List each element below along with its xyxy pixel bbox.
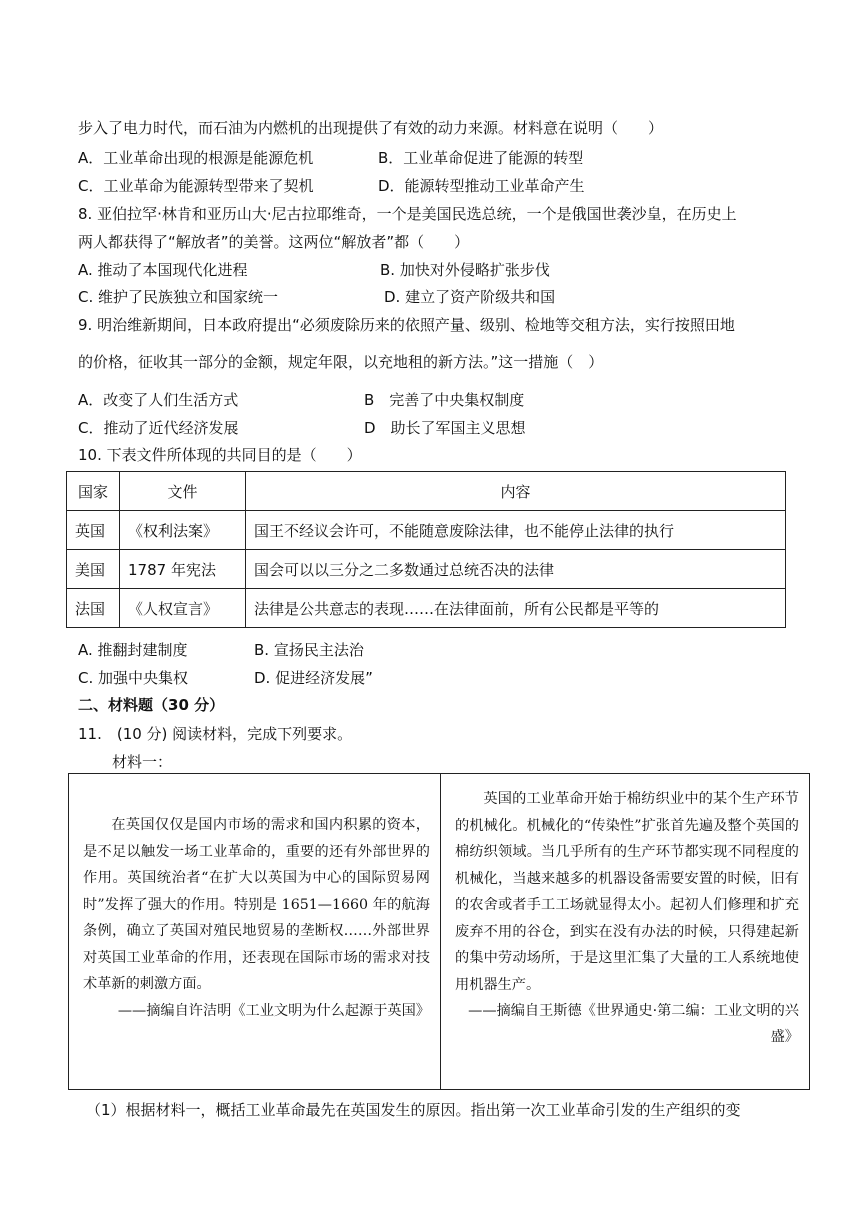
material-left-column — [69, 774, 441, 1089]
material-label: 材料一： — [112, 753, 173, 771]
table-cell-document: 《人权宣言》 — [120, 589, 246, 628]
table-cell-content: 法律是公共意志的表现……在法律面前，所有公民都是平等的 — [246, 589, 786, 628]
q11-sub1: （1）根据材料一，概括工业革命最先在英国发生的原因。指出第一次工业革命引发的生产组织的变 — [86, 1101, 741, 1119]
table-cell-country: 美国 — [67, 550, 120, 589]
q7-option-b[interactable]: B．工业革命促进了能源的转型 — [378, 149, 584, 167]
table-header-row — [67, 472, 786, 511]
q9-stem-line2: 的价格，征收其一部分的金额，规定年限，以充地租的新方法。”这一措施（ ） — [78, 353, 604, 371]
table-row — [67, 550, 786, 589]
q10-option-a[interactable]: A. 推翻封建制度 — [78, 641, 188, 659]
material-right-text: 英国的工业革命开始于棉纺织业中的某个生产环节的机械化。机械化的“传染性”扩张首先遍及整个英国的棉纺织领域。当几乎所有的生产环节都实现不同程度的机械化，当越来越多的机器设备需要安置的时候，旧有的农舍或者手工工场就显得太小。起初人们修理和扩充废弃不用的谷仓，到实在没有办法的时候，只得建起新的集中劳动场所，于是这里汇集了大量的工人系统地使用机器生产。 — [455, 791, 799, 993]
material-box — [68, 773, 810, 1090]
q10-stem: 10. 下表文件所体现的共同目的是（ ） — [78, 446, 362, 464]
table-header-document: 文件 — [120, 472, 246, 511]
table-cell-content: 国会可以以三分之二多数通过总统否决的法律 — [246, 550, 786, 589]
table-cell-content: 国王不经议会许可，不能随意废除法律，也不能停止法律的执行 — [246, 511, 786, 550]
q9-option-c[interactable]: C．推动了近代经济发展 — [78, 419, 239, 437]
q8-option-b[interactable]: B. 加快对外侵略扩张步伐 — [380, 261, 550, 279]
q8-option-d[interactable]: D. 建立了资产阶级共和国 — [384, 288, 556, 306]
q10-option-b[interactable]: B. 宣扬民主法治 — [254, 641, 364, 659]
material-right-source: ——摘编自王斯德《世界通史·第二编：工业文明的兴盛》 — [468, 1003, 799, 1045]
q10-option-d[interactable]: D. 促进经济发展” — [254, 669, 373, 687]
table-header-country: 国家 — [67, 472, 120, 511]
q7-option-c[interactable]: C．工业革命为能源转型带来了契机 — [78, 177, 314, 195]
table-cell-document: 1787 年宪法 — [120, 550, 246, 589]
q9-option-b[interactable]: B 完善了中央集权制度 — [364, 391, 525, 409]
table-row — [67, 589, 786, 628]
table-cell-country: 法国 — [67, 589, 120, 628]
material-left-text: 在英国仅仅是国内市场的需求和国内积累的资本，是不足以触发一场工业革命的，重要的还有外部世界的作用。英国统治者“在扩大以英国为中心的国际贸易网时”发挥了强大的作用。特别是 1651—1660 年的航海条例，确立了英国对殖民地贸易的垄断权……外部世界对英国工业革命的作用，还表现在国际市场的需求对技术革新的刺激方面。 — [83, 817, 430, 992]
table-cell-country: 英国 — [67, 511, 120, 550]
q10-option-c[interactable]: C. 加强中央集权 — [78, 669, 189, 687]
q8-stem-line1: 8. 亚伯拉罕·林肯和亚历山大·尼古拉耶维奇，一个是美国民选总统，一个是俄国世袭沙皇，在历史上 — [78, 205, 737, 223]
q8-option-a[interactable]: A. 推动了本国现代化进程 — [78, 261, 248, 279]
table-row — [67, 511, 786, 550]
q8-option-c[interactable]: C. 维护了民族独立和国家统一 — [78, 288, 279, 306]
q9-option-d[interactable]: D 助长了军国主义思想 — [364, 419, 526, 437]
q7-option-d[interactable]: D．能源转型推动工业革命产生 — [378, 177, 585, 195]
material-right-column — [441, 774, 809, 1089]
q11-stem: 11. (10 分) 阅读材料，完成下列要求。 — [78, 725, 353, 743]
section-title: 二、材料题（30 分） — [78, 696, 225, 714]
q7-option-a[interactable]: A．工业革命出现的根源是能源危机 — [78, 149, 314, 167]
q8-stem-line2: 两人都获得了“解放者”的美誉。这两位“解放者”都（ ） — [78, 233, 470, 251]
q10-documents-table — [66, 471, 786, 628]
table-header-content: 内容 — [246, 472, 786, 511]
table-cell-document: 《权利法案》 — [120, 511, 246, 550]
q9-stem-line1: 9. 明治维新期间，日本政府提出“必须废除历来的依照产量、级别、检地等交租方法，实行按照田地 — [78, 316, 735, 334]
q9-option-a[interactable]: A．改变了人们生活方式 — [78, 391, 239, 409]
q7-stem: 步入了电力时代，而石油为内燃机的出现提供了有效的动力来源。材料意在说明（ ） — [78, 119, 664, 137]
material-left-source: ——摘编自许洁明《工业文明为什么起源于英国》 — [117, 1002, 430, 1019]
